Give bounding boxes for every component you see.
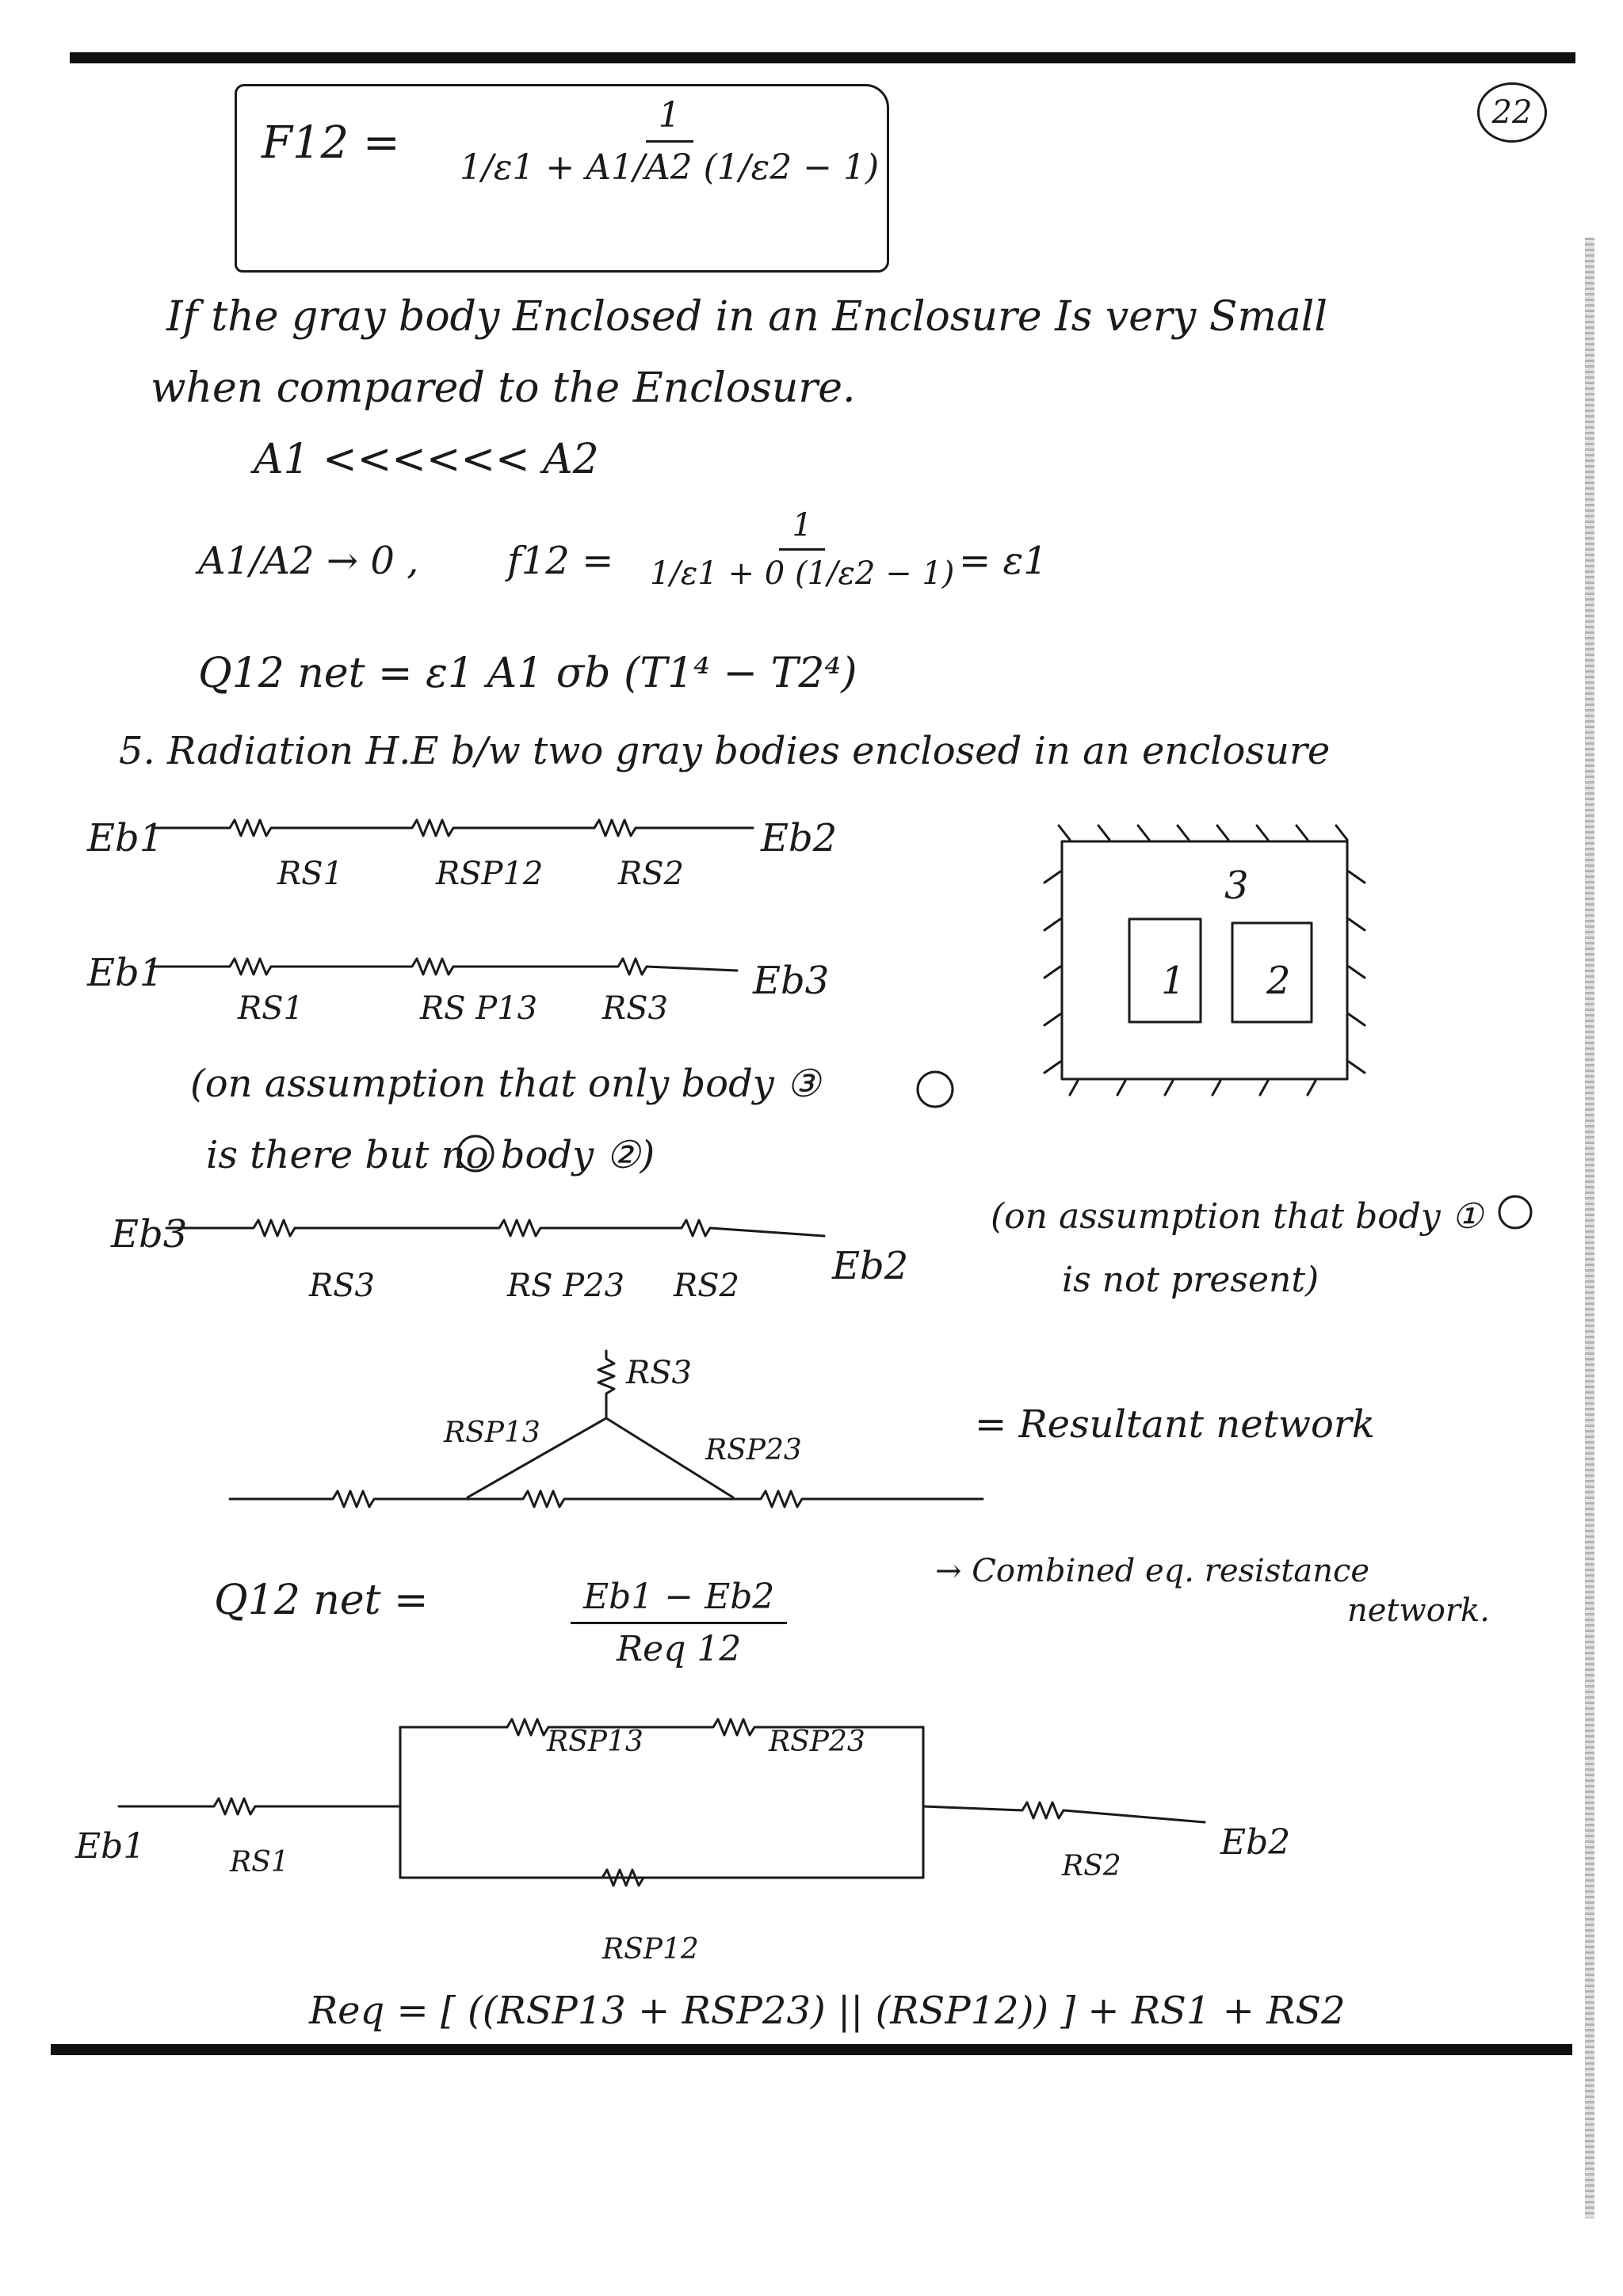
- limit-f12: f12 =: [507, 539, 614, 583]
- qnet-numerator: Eb1 − Eb2: [571, 1577, 787, 1624]
- combined-note-line2: network.: [1347, 1592, 1490, 1629]
- limit-numerator: 1: [779, 507, 824, 551]
- final-top1: RSP13: [547, 1726, 643, 1758]
- final-top2: RSP23: [769, 1726, 865, 1758]
- net2-r3: RS3: [602, 990, 668, 1027]
- section-5-heading: 5. Radiation H.E b/w two gray bodies enclosed in an enclosure: [119, 729, 1331, 773]
- note-body3-line2: is there but no body ②): [206, 1133, 655, 1177]
- qnet-denominator: Req 12: [617, 1629, 742, 1669]
- net1-right-node: Eb2: [761, 816, 838, 860]
- net2-right-node: Eb3: [753, 959, 830, 1003]
- note-body1-line2: is not present): [1062, 1260, 1319, 1300]
- final-top-branch: [400, 1719, 923, 1735]
- limit-lhs: A1/A2 → 0 ,: [198, 539, 419, 583]
- f12-denominator: 1/ε1 + A1/A2 (1/ε2 − 1): [460, 147, 880, 188]
- final-rs2: RS2: [1062, 1850, 1121, 1882]
- enclosure-hatch-right: [1349, 871, 1365, 1073]
- net3-right-node: Eb2: [832, 1244, 909, 1288]
- circle-1: [1499, 1196, 1531, 1228]
- net3-left-node: Eb3: [111, 1212, 188, 1257]
- net1-left-node: Eb1: [87, 816, 164, 860]
- body-2-box: [1232, 923, 1312, 1022]
- net3-wire: [166, 1220, 824, 1236]
- net3-r3: RS2: [674, 1268, 739, 1304]
- final-parallel-box: [400, 1727, 923, 1878]
- q12-formula: Q12 net = ε1 A1 σb (T1⁴ − T2⁴): [198, 650, 857, 697]
- final-left-node: Eb1: [75, 1826, 146, 1867]
- net2-left-node: Eb1: [87, 951, 164, 995]
- enclosure-hatch-top: [1059, 826, 1347, 840]
- net1-wire: [155, 820, 753, 836]
- limit-result: = ε1: [959, 539, 1048, 583]
- final-right-wire: [923, 1802, 1205, 1822]
- net2-r2: RS P13: [420, 990, 538, 1027]
- net3-r2: RS P23: [507, 1268, 625, 1304]
- bottom-rule: [51, 2044, 1572, 2055]
- resultant-network-label: = Resultant network: [975, 1402, 1375, 1447]
- delta-top-resistor: [598, 1351, 614, 1418]
- delta-left-branch: [468, 1418, 606, 1497]
- final-bottom: RSP12: [602, 1933, 699, 1966]
- enclosure-label-3: 3: [1224, 864, 1249, 908]
- circle-2: [458, 1136, 493, 1171]
- net2-wire: [151, 959, 737, 974]
- net3-r1: RS3: [309, 1268, 375, 1304]
- page-number: 22: [1477, 82, 1547, 143]
- note-body3-line1: (on assumption that only body ③: [190, 1062, 821, 1106]
- body-1-box: [1129, 919, 1201, 1022]
- delta-right-label: RSP23: [705, 1434, 802, 1466]
- enclosure-wall: [1062, 841, 1347, 1079]
- body-1-label: 1: [1161, 959, 1186, 1003]
- f12-numerator: 1: [646, 95, 693, 143]
- net2-r1: RS1: [238, 990, 304, 1027]
- net1-r2: RSP12: [436, 856, 544, 892]
- body-2-label: 2: [1266, 959, 1291, 1003]
- final-rs1: RS1: [230, 1846, 289, 1878]
- net1-r3: RS2: [618, 856, 684, 892]
- delta-top-label: RS3: [626, 1355, 692, 1391]
- f12-lhs: F12 =: [262, 117, 400, 169]
- delta-right-branch: [606, 1418, 733, 1497]
- note-body1-line1: (on assumption that body ①: [991, 1196, 1484, 1237]
- combined-note-line1: → Combined eq. resistance: [935, 1553, 1370, 1589]
- delta-bottom-wire: [230, 1491, 983, 1507]
- net1-r1: RS1: [277, 856, 343, 892]
- para-line-2: when compared to the Enclosure.: [151, 364, 856, 412]
- delta-left-label: RSP13: [444, 1417, 540, 1449]
- limit-denominator: 1/ε1 + 0 (1/ε2 − 1): [650, 555, 955, 592]
- qnet-lhs: Q12 net =: [214, 1577, 429, 1624]
- req-formula: Req = [ ((RSP13 + RSP23) || (RSP12)) ] + RS1 + RS2: [309, 1989, 1346, 2033]
- final-left-wire: [119, 1798, 400, 1814]
- area-inequality: A1 <<<<<< A2: [254, 436, 599, 483]
- enclosure-hatch-left: [1044, 871, 1060, 1073]
- enclosure-hatch-bottom: [1070, 1081, 1316, 1095]
- para-line-1: If the gray body Enclosed in an Enclosure Is very Small: [166, 293, 1328, 341]
- final-right-node: Eb2: [1220, 1822, 1291, 1863]
- circle-3: [918, 1072, 953, 1107]
